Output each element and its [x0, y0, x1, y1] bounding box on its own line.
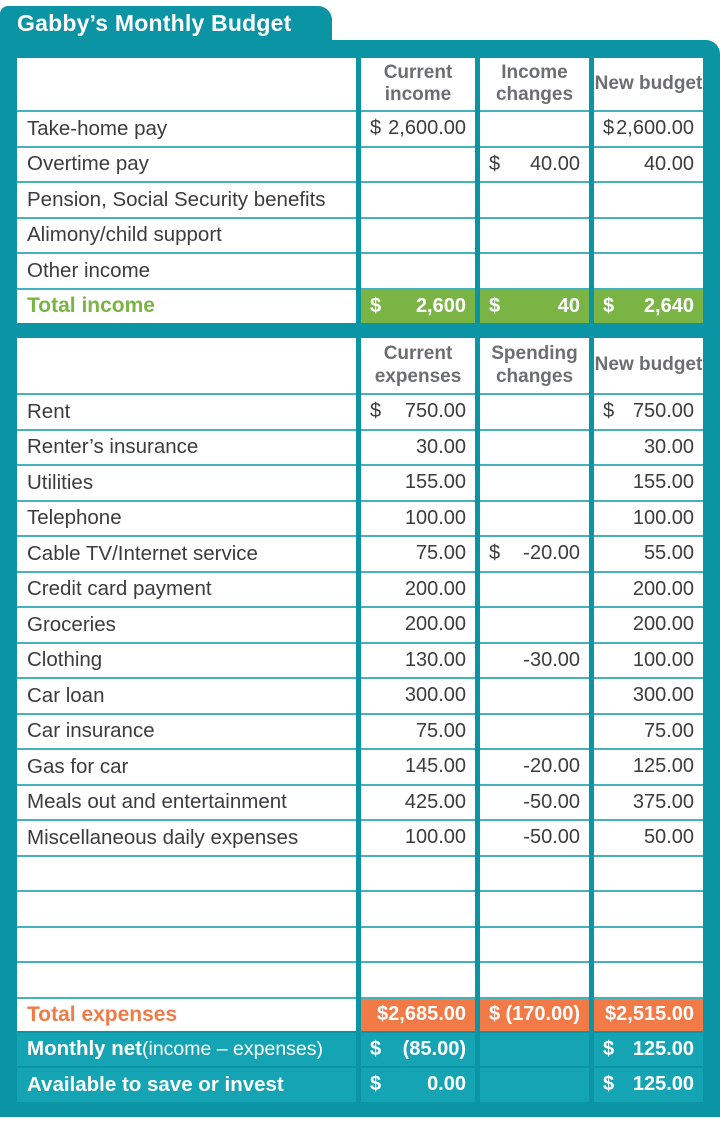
column-header	[480, 58, 589, 112]
value-cell	[480, 786, 589, 822]
summary-row-label-suffix: (income – expenses)	[142, 1037, 324, 1060]
amount: 200.00	[404, 613, 466, 636]
value-cell	[480, 254, 589, 290]
amount: 300.00	[404, 684, 466, 707]
budget-panel	[0, 40, 720, 1117]
total-value-cell	[480, 290, 589, 324]
summary-row-label: Available to save or invest	[27, 1072, 284, 1096]
row-label-cell	[17, 183, 356, 219]
value-cell	[594, 608, 703, 644]
row-label-cell	[17, 537, 356, 573]
row-label-cell	[17, 750, 356, 786]
row-label: Alimony/child support	[27, 223, 222, 247]
value-cell	[361, 395, 475, 431]
amount: (85.00)	[402, 1037, 466, 1060]
value-cell	[480, 608, 589, 644]
amount: 30.00	[415, 435, 466, 458]
value-cell	[361, 821, 475, 857]
currency-symbol: $	[603, 400, 615, 423]
amount: 0.00	[427, 1073, 466, 1096]
currency-symbol: $	[603, 1073, 615, 1096]
row-label: Gas for car	[27, 754, 129, 778]
row-label: Rent	[27, 399, 71, 423]
value-cell	[594, 928, 703, 964]
row-label: Miscellaneous daily expenses	[27, 825, 299, 849]
value-cell	[361, 608, 475, 644]
amount: 40.00	[529, 152, 580, 175]
currency-symbol: $	[603, 117, 615, 140]
total-row-label: Total income	[27, 294, 155, 318]
amount: (170.00)	[505, 1003, 580, 1026]
amount: 200.00	[632, 577, 694, 600]
column-header	[361, 58, 475, 112]
amount: 300.00	[632, 684, 694, 707]
value-cell	[480, 715, 589, 751]
row-label: Pension, Social Security benefits	[27, 187, 326, 211]
row-label-cell	[17, 679, 356, 715]
value-cell	[480, 112, 589, 148]
row-label-cell	[17, 786, 356, 822]
row-label-cell	[17, 963, 356, 999]
currency-symbol: $	[489, 294, 501, 317]
currency-symbol: $	[489, 152, 501, 175]
amount: 155.00	[404, 471, 466, 494]
summary-value-cell	[594, 1033, 703, 1068]
summary-row-label-cell	[17, 1033, 356, 1068]
amount: -20.00	[523, 755, 580, 778]
value-cell	[594, 857, 703, 893]
currency-symbol: $	[489, 1003, 501, 1026]
column-header	[594, 338, 703, 395]
amount: 2,600	[415, 294, 466, 317]
expense-table	[17, 338, 703, 1102]
row-label-cell	[17, 573, 356, 609]
row-label: Meals out and entertainment	[27, 790, 287, 814]
value-cell	[594, 821, 703, 857]
amount: 130.00	[404, 648, 466, 671]
row-label: Car insurance	[27, 719, 155, 743]
amount: 200.00	[404, 577, 466, 600]
value-cell	[594, 892, 703, 928]
value-cell	[594, 183, 703, 219]
amount: -20.00	[523, 542, 580, 565]
total-row-label-cell	[17, 999, 356, 1034]
value-cell	[480, 573, 589, 609]
row-label-cell	[17, 608, 356, 644]
amount: 75.00	[415, 719, 466, 742]
value-cell	[361, 431, 475, 467]
value-cell	[361, 254, 475, 290]
summary-value-cell	[361, 1068, 475, 1103]
currency-symbol: $	[489, 542, 501, 565]
value-cell	[361, 466, 475, 502]
amount: 50.00	[643, 826, 694, 849]
value-cell	[594, 219, 703, 255]
amount: 2,640	[643, 294, 694, 317]
value-cell	[480, 644, 589, 680]
value-cell	[594, 537, 703, 573]
row-label-cell	[17, 821, 356, 857]
value-cell	[361, 857, 475, 893]
row-label: Clothing	[27, 648, 103, 672]
value-cell	[361, 963, 475, 999]
value-cell	[594, 502, 703, 538]
row-label: Car loan	[27, 683, 105, 707]
value-cell	[480, 679, 589, 715]
total-row-label: Total expenses	[27, 1002, 178, 1026]
value-cell	[594, 750, 703, 786]
currency-symbol: $	[370, 1037, 382, 1060]
value-cell	[594, 679, 703, 715]
value-cell	[480, 537, 589, 573]
amount: 155.00	[632, 471, 694, 494]
value-cell	[480, 750, 589, 786]
amount: 30.00	[643, 435, 694, 458]
value-cell	[480, 963, 589, 999]
amount: -50.00	[523, 826, 580, 849]
value-cell	[594, 963, 703, 999]
total-value-cell	[361, 290, 475, 324]
value-cell	[361, 892, 475, 928]
value-cell	[594, 148, 703, 184]
value-cell	[480, 431, 589, 467]
column-header	[594, 58, 703, 112]
row-label-cell	[17, 395, 356, 431]
value-cell	[480, 395, 589, 431]
value-cell	[361, 786, 475, 822]
amount: $2,515.00	[605, 1003, 694, 1026]
row-label-cell	[17, 431, 356, 467]
value-cell	[594, 431, 703, 467]
value-cell	[480, 219, 589, 255]
column-header-label: Spending changes	[491, 343, 578, 387]
value-cell	[361, 679, 475, 715]
value-cell	[480, 502, 589, 538]
value-cell	[361, 644, 475, 680]
row-label-cell	[17, 644, 356, 680]
value-cell	[480, 857, 589, 893]
row-label: Groceries	[27, 612, 116, 636]
column-header	[361, 338, 475, 395]
row-label-cell	[17, 466, 356, 502]
summary-row-label: Monthly net	[27, 1037, 143, 1061]
value-cell	[361, 750, 475, 786]
currency-symbol: $	[603, 1037, 615, 1060]
amount: 425.00	[404, 790, 466, 813]
income-table	[17, 58, 703, 323]
row-label-cell	[17, 892, 356, 928]
value-cell	[361, 537, 475, 573]
total-value-cell	[361, 999, 475, 1034]
amount: 2,600.00	[388, 117, 466, 140]
total-value-cell	[594, 999, 703, 1034]
value-cell	[594, 112, 703, 148]
value-cell	[480, 821, 589, 857]
amount: -50.00	[523, 790, 580, 813]
total-row-label-cell	[17, 290, 356, 324]
total-value-cell	[480, 999, 589, 1034]
amount: 100.00	[632, 506, 694, 529]
value-cell	[361, 183, 475, 219]
amount: 40.00	[643, 152, 694, 175]
value-cell	[480, 892, 589, 928]
row-label-cell	[17, 148, 356, 184]
column-header-label: Income changes	[495, 61, 574, 105]
amount: 125.00	[632, 755, 694, 778]
amount: 145.00	[404, 755, 466, 778]
header-spacer-cell	[17, 58, 356, 112]
value-cell	[594, 644, 703, 680]
value-cell	[361, 219, 475, 255]
title-tab	[0, 6, 332, 40]
amount: 375.00	[632, 790, 694, 813]
currency-symbol: $	[370, 400, 382, 423]
amount: 125.00	[632, 1037, 694, 1060]
value-cell	[594, 715, 703, 751]
column-header-label: New budget	[594, 354, 703, 376]
column-header	[480, 338, 589, 395]
value-cell	[480, 183, 589, 219]
value-cell	[594, 466, 703, 502]
value-cell	[361, 502, 475, 538]
page-title: Gabby’s Monthly Budget	[17, 9, 292, 36]
amount: 125.00	[632, 1073, 694, 1096]
row-label-cell	[17, 715, 356, 751]
currency-symbol: $	[370, 117, 382, 140]
row-label-cell	[17, 254, 356, 290]
row-label: Utilities	[27, 470, 94, 494]
value-cell	[594, 786, 703, 822]
currency-symbol: $	[603, 294, 615, 317]
amount: 200.00	[632, 613, 694, 636]
amount: -30.00	[523, 648, 580, 671]
row-label: Take-home pay	[27, 116, 168, 140]
currency-symbol: $	[370, 294, 382, 317]
summary-value-cell	[594, 1068, 703, 1103]
summary-value-cell	[361, 1033, 475, 1068]
header-spacer-cell	[17, 338, 356, 395]
amount: 100.00	[404, 506, 466, 529]
value-cell	[480, 466, 589, 502]
row-label-cell	[17, 928, 356, 964]
row-label-cell	[17, 219, 356, 255]
row-label: Cable TV/Internet service	[27, 541, 258, 565]
value-cell	[480, 148, 589, 184]
summary-value-cell	[480, 1033, 589, 1068]
amount: 750.00	[404, 400, 466, 423]
row-label: Renter’s insurance	[27, 435, 199, 459]
amount: 100.00	[404, 826, 466, 849]
currency-symbol: $	[370, 1073, 382, 1096]
amount: 100.00	[632, 648, 694, 671]
amount: 40	[557, 294, 580, 317]
row-label-cell	[17, 112, 356, 148]
value-cell	[361, 148, 475, 184]
row-label: Telephone	[27, 506, 122, 530]
amount: 75.00	[643, 719, 694, 742]
row-label: Other income	[27, 258, 151, 282]
row-label-cell	[17, 502, 356, 538]
summary-value-cell	[480, 1068, 589, 1103]
amount: $2,685.00	[377, 1003, 466, 1026]
value-cell	[594, 573, 703, 609]
amount: 2,600.00	[616, 117, 694, 140]
value-cell	[361, 928, 475, 964]
value-cell	[594, 395, 703, 431]
row-label: Overtime pay	[27, 152, 149, 176]
row-label: Credit card payment	[27, 577, 212, 601]
row-label-cell	[17, 857, 356, 893]
amount: 55.00	[643, 542, 694, 565]
total-value-cell	[594, 290, 703, 324]
value-cell	[361, 112, 475, 148]
summary-row-label-cell	[17, 1068, 356, 1103]
value-cell	[480, 928, 589, 964]
amount: 750.00	[632, 400, 694, 423]
value-cell	[594, 254, 703, 290]
column-header-label: New budget	[594, 72, 703, 94]
amount: 75.00	[415, 542, 466, 565]
value-cell	[361, 715, 475, 751]
column-header-label: Current income	[383, 61, 453, 105]
value-cell	[361, 573, 475, 609]
column-header-label: Current expenses	[374, 343, 462, 387]
